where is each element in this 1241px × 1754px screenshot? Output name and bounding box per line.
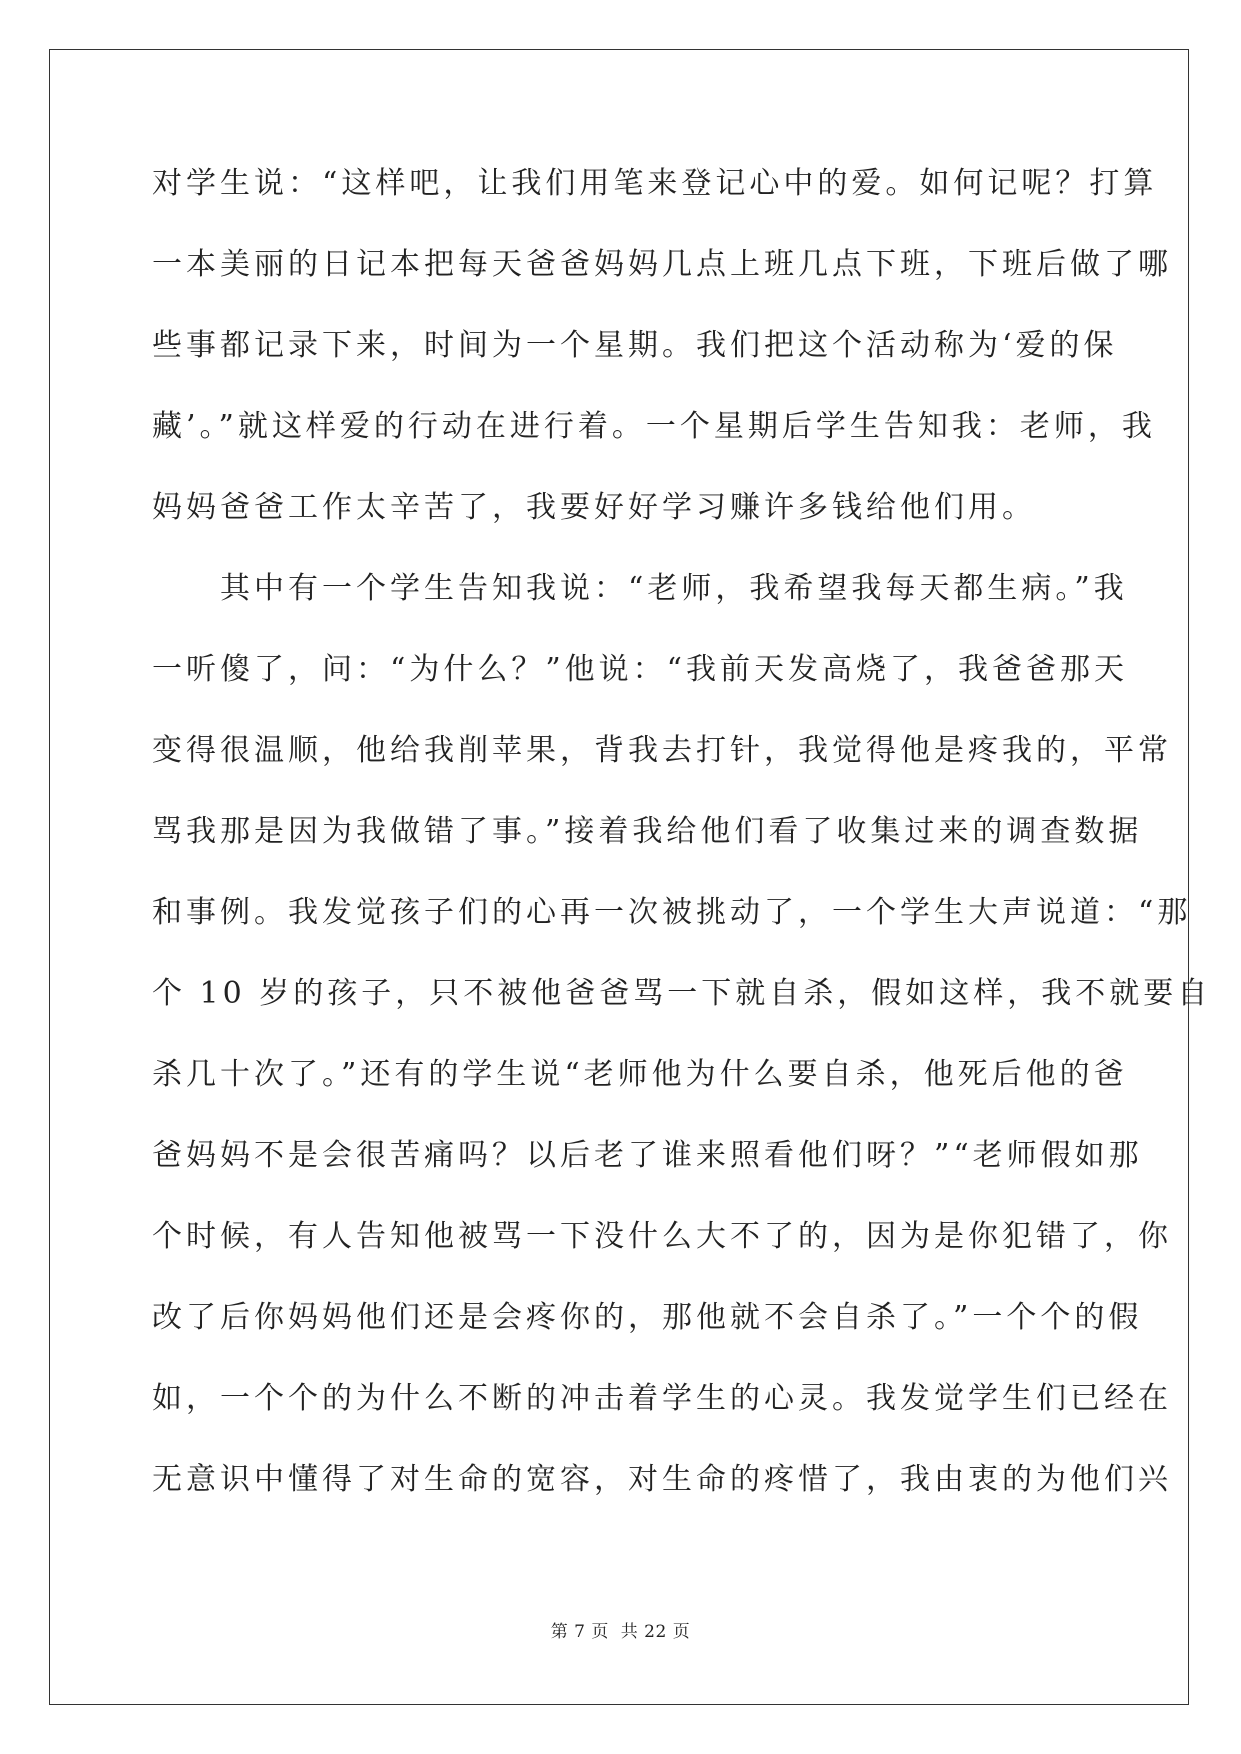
text-line: 个时候，有人告知他被骂一下没什么大不了的，因为是你犯错了，你 (152, 1219, 1172, 1254)
text-line: 些事都记录下来，时间为一个星期。我们把这个活动称为‘爱的保 (152, 328, 1118, 363)
text-line: 爸妈妈不是会很苦痛吗？以后老了谁来照看他们呀？”“老师假如那 (152, 1138, 1143, 1173)
text-line: 杀几十次了。”还有的学生说“老师他为什么要自杀，他死后他的爸 (152, 1057, 1128, 1092)
text-line: 一本美丽的日记本把每天爸爸妈妈几点上班几点下班，下班后做了哪 (152, 247, 1172, 282)
page-footer (0, 1617, 1241, 1642)
text-line: 妈妈爸爸工作太辛苦了，我要好好学习赚许多钱给他们用。 (152, 490, 1036, 525)
text-line: 一听傻了，问：“为什么？”他说：“我前天发高烧了，我爸爸那天 (152, 652, 1129, 687)
page-total: 共 22 页 (620, 1622, 691, 1642)
page-number: 第 7 页 (550, 1622, 609, 1642)
text-line: 改了后你妈妈他们还是会疼你的，那他就不会自杀了。”一个个的假 (152, 1300, 1143, 1335)
text-line: 其中有一个学生告知我说：“老师，我希望我每天都生病。”我 (152, 571, 1128, 606)
text-line: 和事例。我发觉孩子们的心再一次被挑动了，一个学生大声说道：“那 (152, 895, 1192, 930)
text-line: 个 10 岁的孩子，只不被他爸爸骂一下就自杀，假如这样，我不就要自 (152, 976, 1212, 1011)
text-line: 无意识中懂得了对生命的宽容，对生命的疼惜了，我由衷的为他们兴 (152, 1462, 1172, 1497)
document-body (152, 160, 1212, 1537)
text-line: 对学生说：“这样吧，让我们用笔来登记心中的爱。如何记呢？打算 (152, 166, 1158, 201)
text-line: 骂我那是因为我做错了事。”接着我给他们看了收集过来的调查数据 (152, 814, 1143, 849)
text-line: 如，一个个的为什么不断的冲击着学生的心灵。我发觉学生们已经在 (152, 1381, 1172, 1416)
text-line: 变得很温顺，他给我削苹果，背我去打针，我觉得他是疼我的，平常 (152, 733, 1172, 768)
text-line: 藏’。”就这样爱的行动在进行着。一个星期后学生告知我：老师，我 (152, 409, 1156, 444)
